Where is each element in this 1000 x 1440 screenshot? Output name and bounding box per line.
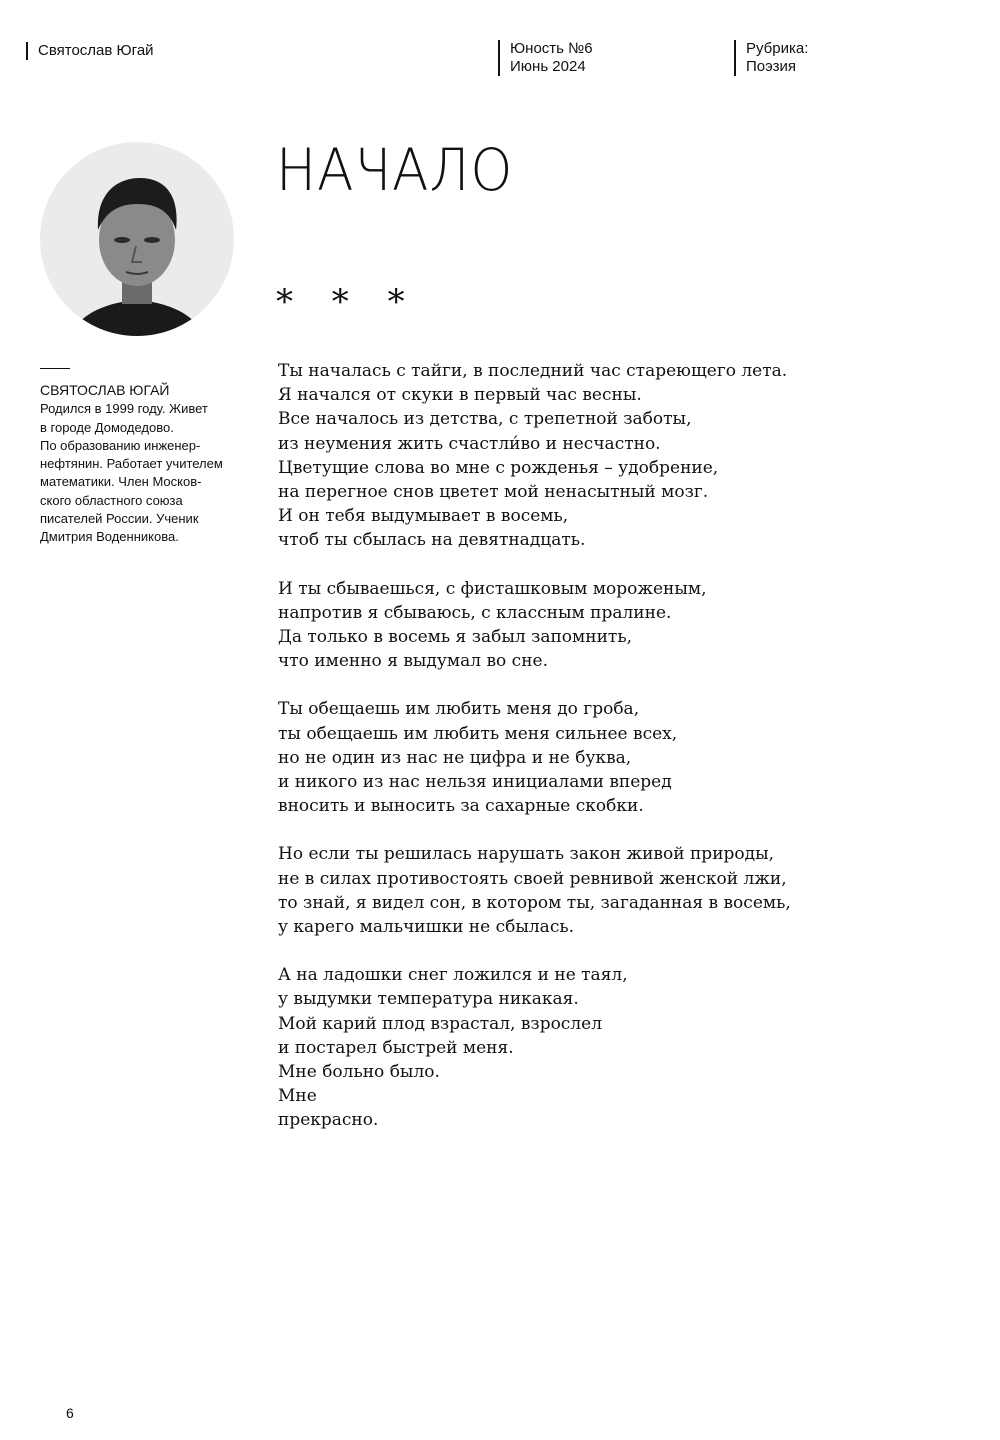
poem-line: Я начался от скуки в первый час весны. bbox=[278, 385, 642, 406]
poem-line: Да только в восемь я забыл запомнить, bbox=[278, 627, 632, 648]
poem-stanza bbox=[278, 963, 878, 1132]
poem-line: Но если ты решилась нарушать закон живой природы, bbox=[278, 844, 775, 865]
poem-line: прекрасно. bbox=[278, 1110, 379, 1131]
bio-line: нефтянин. Работает учителем bbox=[40, 456, 223, 472]
poem-line: у выдумки температура никакая. bbox=[278, 989, 579, 1010]
bio-line: ского областного союза bbox=[40, 492, 183, 508]
page-title: НАЧАЛО bbox=[276, 136, 514, 204]
poem-line: Мне больно было. bbox=[278, 1062, 440, 1083]
poem-line: Мой карий плод взрастал, взрослел bbox=[278, 1013, 602, 1034]
poem-line: что именно я выдумал во сне. bbox=[278, 651, 548, 672]
rubric-value: Поэзия bbox=[746, 58, 796, 75]
bio-line: в городе Домодедово. bbox=[40, 419, 174, 435]
author-portrait bbox=[40, 142, 234, 336]
poem-line: из неумения жить счастли́во и несчастно. bbox=[278, 433, 661, 454]
poem-stanza bbox=[278, 577, 878, 674]
poem-line: у карего мальчишки не сбылась. bbox=[278, 917, 574, 938]
poem-line: Все началось из детства, с трепетной заботы, bbox=[278, 409, 692, 430]
bio-divider bbox=[40, 368, 70, 369]
author-name-header: Святослав Югай bbox=[38, 42, 154, 59]
poem-stanza bbox=[278, 697, 878, 818]
poem-line: Мне bbox=[278, 1086, 317, 1107]
poem-stanza bbox=[278, 359, 878, 553]
running-head-rubric bbox=[734, 40, 808, 76]
poem-line: Ты обещаешь им любить меня до гроба, bbox=[278, 699, 640, 720]
poem-line: то знай, я видел сон, в котором ты, загаданная в восемь, bbox=[278, 892, 791, 913]
issue-label: Юность №6 bbox=[510, 40, 593, 57]
poem-line: и никого из нас нельзя инициалами вперед bbox=[278, 772, 672, 793]
bio-line: По образованию инженер- bbox=[40, 437, 201, 453]
poem-line: Ты началась с тайги, в последний час стареющего лета. bbox=[278, 361, 788, 381]
bio-line: математики. Член Москов- bbox=[40, 474, 202, 490]
poem-line: И ты сбываешься, с фисташковым мороженым, bbox=[278, 578, 707, 599]
bio-line: Родился в 1999 году. Живет bbox=[40, 401, 208, 417]
bio-name: СВЯТОСЛАВ ЮГАЙ bbox=[40, 382, 170, 398]
poem-line: напротив я сбываюсь, с классным пралине. bbox=[278, 602, 672, 623]
bio-line: писателей России. Ученик bbox=[40, 511, 199, 527]
page-number: 6 bbox=[66, 1405, 74, 1421]
poem-line: вносить и выносить за сахарные скобки. bbox=[278, 796, 644, 817]
running-head-issue bbox=[498, 40, 593, 76]
poem-line: не в силах противостоять своей ревнивой женской лжи, bbox=[278, 868, 787, 889]
rubric-label: Рубрика: bbox=[746, 40, 809, 57]
poem-line: ты обещаешь им любить меня сильнее всех, bbox=[278, 723, 678, 744]
poem-line: и постарел быстрей меня. bbox=[278, 1037, 514, 1058]
poem-line: но не один из нас не цифра и не буква, bbox=[278, 747, 632, 768]
poem-line: чтоб ты сбылась на девятнадцать. bbox=[278, 530, 586, 551]
issue-date: Июнь 2024 bbox=[510, 58, 586, 75]
poem-line: А на ладошки снег ложился и не таял, bbox=[278, 965, 628, 986]
poem-body bbox=[278, 359, 878, 1157]
poem-line: Цветущие слова во мне с рожденья – удобрение, bbox=[278, 457, 719, 478]
poem-line: на перегное снов цветет мой ненасытный мозг. bbox=[278, 482, 709, 503]
running-head-author bbox=[26, 42, 154, 60]
poem-line: И он тебя выдумывает в восемь, bbox=[278, 506, 569, 527]
author-bio bbox=[40, 368, 240, 547]
bio-text bbox=[40, 400, 240, 546]
bio-line: Дмитрия Воденникова. bbox=[40, 529, 179, 545]
section-asterisks: * * * bbox=[276, 282, 419, 322]
poem-stanza bbox=[278, 842, 878, 939]
